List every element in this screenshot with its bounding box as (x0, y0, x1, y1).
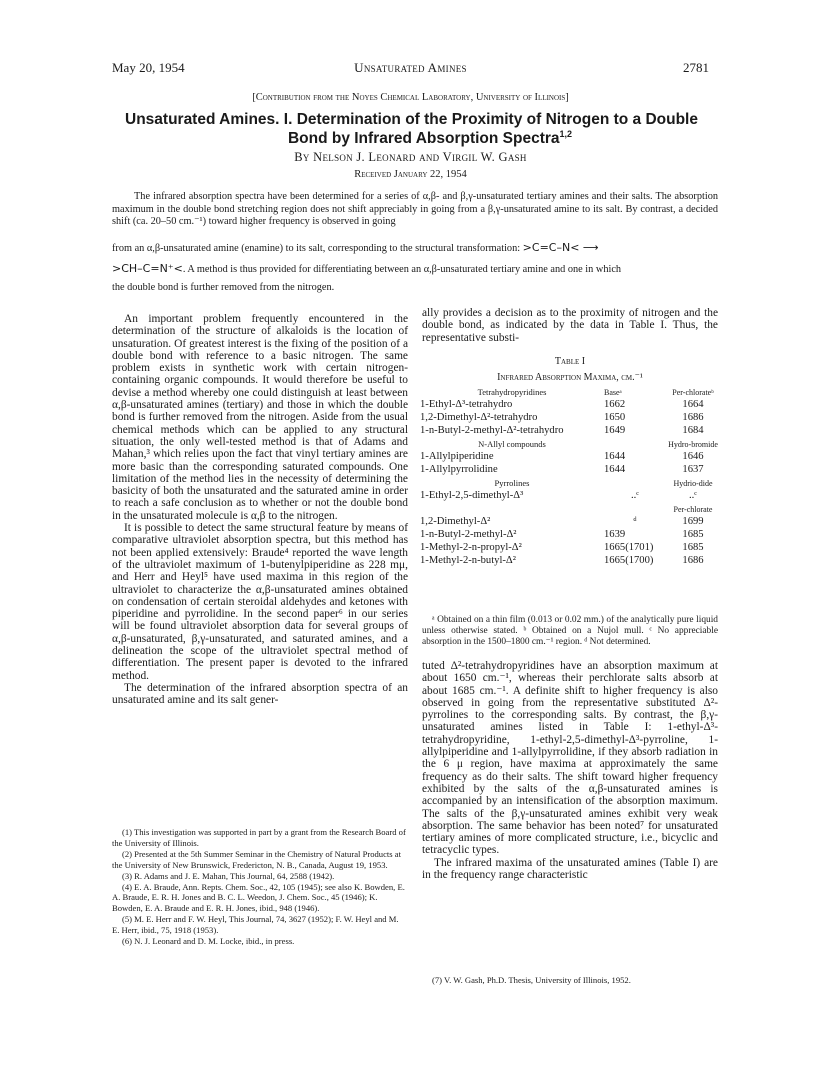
table-caption: Table I (554, 356, 586, 367)
article-title (125, 110, 735, 148)
absorption-table (420, 384, 720, 566)
paragraph-last: The infrared maxima of the unsaturated amines (Table I) are in the frequency range characteristic (422, 856, 718, 882)
table-row: 1-Allylpyrrolidine 1644 1637 (420, 464, 704, 475)
abstract-line-5 (112, 262, 718, 275)
left-column (112, 313, 408, 707)
running-head (112, 60, 709, 78)
right-column-body (422, 660, 718, 881)
paragraph-discussion: tuted Δ²-tetrahydropyridines have an absorption maximum at about 1650 cm.⁻¹, whereas their perchlorate salts absorb at about 1685 cm.⁻¹. A definite shift to higher frequency is also observed in going from the representative substituted Δ²-pyrrolines to the corresponding salts. By contrast, the β,γ-unsaturated amines listed in Table I: 1-ethyl-Δ³-tetrahydropyridine, 1-ethyl-2,5-dimethyl-Δ³-pyrroline, 1-allylpiperidine and 1-allylpyrrolidine, if they absorb radiation in the 6 μ region, have maxima at approximately the same frequency as do their salts. The shift toward higher frequency exhibited by the salts of the α,β-unsaturated amines is accompanied by an intensification of the absorption maximum. The salts of the β,γ-unsaturated amines exhibit very weak absorption. The same behavior has been noted⁷ for unsaturated tertiary amines of more complicated structure, i.e., bicyclic and tetracyclic types. (422, 660, 718, 857)
table-row: 1,2-Dimethyl-Δ²-tetrahydro 1650 1686 (420, 412, 704, 423)
abstract-transformation-text: from an α,β-unsaturated amine (enamine) to its salt, corresponding to the structural transformation: (112, 243, 521, 254)
footnote-item: (2) Presented at the 5th Summer Seminar in the Chemistry of Natural Products at the University of New Brunswick, Fredericton, N. B., Canada, August 19, 1953. (112, 848, 401, 870)
footnote-item: (3) R. Adams and J. E. Mahan, This Journal, 64, 2588 (1942). (122, 870, 335, 881)
salt-header: Hydrio-dide (673, 479, 713, 488)
abstract-text: The infrared absorption spectra have been determined for a series of α,β- and β,γ-unsaturated tertiary amines and their salts. The absorption maximum in the double bond stretching region does not shift appreciably in going from a β,γ-unsaturated amine to its salt. By contrast, a decided shift (ca. 20–50 cm.⁻¹) toward higher frequency is observed in going (112, 191, 718, 228)
paragraph-1: An important problem frequently encountered in the determination of the structure of alkaloids is the location of unsaturation. Of greatest interest is the fixing of the position of a double bond with reference to a basic nitrogen. The same problem exists in synthetic work with certain nitrogen-containing organic compounds. It would therefore be useful to devise a method whereby one could distinguish at least between α,β-unsaturated amines (tertiary) and those in which the double bond is further removed from the nitrogen. Aside from the usual chemical methods which can be applied to any structural situation, the only well-tested method is that of Adams and Mahan,³ which relies upon the fact that vinyl tertiary amines are more basic than the corresponding saturated compounds. One limitation of the method lies in the necessity of determining the basicity of both the unsaturated and the saturated amine in order to reach a safe conclusion as to whether or not the double bond in the unsaturated molecule is α,β to the nitrogen. (112, 313, 408, 522)
group-header: N-Allyl compounds (478, 439, 546, 449)
table-row: 1-Ethyl-Δ³-tetrahydro 1662 1664 (420, 399, 704, 410)
footnote-item: (7) V. W. Gash, Ph.D. Thesis, University of Illinois, 1952. (432, 975, 631, 985)
table-row: 1-n-Butyl-2-methyl-Δ²-tetrahydro 1649 1684 (420, 425, 704, 436)
structure-salt: >CH–C=N⁺< (112, 262, 183, 275)
footnote-item: (4) E. A. Braude, Ann. Repts. Chem. Soc., 42, 105 (1945); see also K. Bowden, E. A. Braude, E. R. H. Jones and B. C. L. Weedon, J. Chem. Soc., 45 (1946); K. Bowden, E. A. Braude and E. R. H. Jones, ibid., 948 (1946). (112, 881, 405, 914)
table-row: 1,2-Dimethyl-Δ² ᵈ 1699 (420, 516, 704, 527)
group-header: Tetrahydropyridines (477, 387, 547, 397)
authors: By Nelson J. Leonard and Virgil W. Gash (294, 150, 527, 164)
salt-header: Hydro-bromide (668, 440, 718, 449)
abstract-method-text: . A method is thus provided for differentiating between an α,β-unsaturated tertiary amine and one in which (182, 264, 622, 275)
running-head-title: Unsaturated Amines (354, 60, 467, 75)
footnotes (112, 827, 408, 947)
table-footnote: ᵃ Obtained on a thin film (0.013 or 0.02 mm.) of the analytically pure liquid unless otherwise stated. ᵇ Obtained on a Nujol mull. ᶜ No appreciable absorption in the 1500–1800 cm.⁻¹ region. ᵈ Not determined. (422, 615, 718, 647)
base-header: Baseᵃ (604, 388, 622, 397)
table-row: 1-Allylpiperidine 1644 1646 (420, 451, 704, 462)
footnote-item: (5) M. E. Herr and F. W. Heyl, This Journal, 74, 3627 (1952); F. W. Heyl and M. E. Herr, ibid., 75, 1918 (1953). (112, 914, 399, 936)
table-row: 1-Ethyl-2,5-dimethyl-Δ³ ..ᶜ ..ᶜ (420, 490, 697, 501)
abstract-line-4 (112, 241, 718, 254)
table-row: 1-Methyl-2-n-propyl-Δ² 1665(1701) 1685 (420, 542, 704, 553)
title-footnote-ref: 1,2 (559, 128, 573, 139)
title-line-2: Bond by Infrared Absorption Spectra (287, 130, 560, 147)
received-date: Received January 22, 1954 (354, 169, 467, 180)
page-number: 2781 (683, 60, 709, 75)
salt-header: Per-chlorateᵇ (672, 388, 714, 397)
table-row: 1-n-Butyl-2-methyl-Δ² 1639 1685 (420, 529, 704, 540)
footnote-item: (1) This investigation was supported in part by a grant from the Research Board of the University of Illinois. (112, 827, 406, 848)
table-title: Infrared Absorption Maxima, cm.⁻¹ (497, 372, 643, 383)
paragraph-continued: ally provides a decision as to the proximity of nitrogen and the double bond, as indicated by the data in Table I. Thus, the representative substi- (422, 307, 718, 344)
contribution-line: [Contribution from the Noyes Chemical Laboratory, University of Illinois] (252, 92, 569, 103)
title-line-1: Unsaturated Amines. I. Determination of the Proximity of Nitrogen to a Double (125, 111, 698, 128)
footnote-item: (6) N. J. Leonard and D. M. Locke, ibid., in press. (122, 936, 295, 947)
group-header: Pyrrolines (494, 478, 530, 488)
salt-header: Per-chlorate (673, 505, 713, 514)
right-column-top (422, 307, 718, 344)
abstract-line-6: the double bond is further removed from the nitrogen. (112, 282, 335, 293)
paragraph-3: The determination of the infrared absorption spectra of an unsaturated amine and its salt gener- (112, 681, 408, 707)
table-row: 1-Methyl-2-n-butyl-Δ² 1665(1700) 1686 (420, 555, 704, 566)
structure-enamine: >C=C–N< ⟶ (522, 241, 599, 254)
running-head-date: May 20, 1954 (112, 60, 185, 75)
paragraph-2: It is possible to detect the same structural feature by means of comparative ultraviolet absorption spectra, but this method has not been applied extensively: Braude⁴ reported the wave length of the ultraviolet maximum of 1-butenylpiperidine as 228 mμ, and Herr and Heyl⁵ have used maxima in this region of the ultraviolet to characterize the α,β-unsaturated amines obtained on condensation of certain steroidal aldehydes and ketones with piperidine and pyrrolidine. In the second paper⁶ in our series will be found ultraviolet absorption data for several groups of α,β-unsaturated, β,γ-unsaturated, and saturated amines, and a delineation the scope of the ultraviolet spectral method of differentiation. The present paper is devoted to the infrared method. (112, 522, 408, 682)
